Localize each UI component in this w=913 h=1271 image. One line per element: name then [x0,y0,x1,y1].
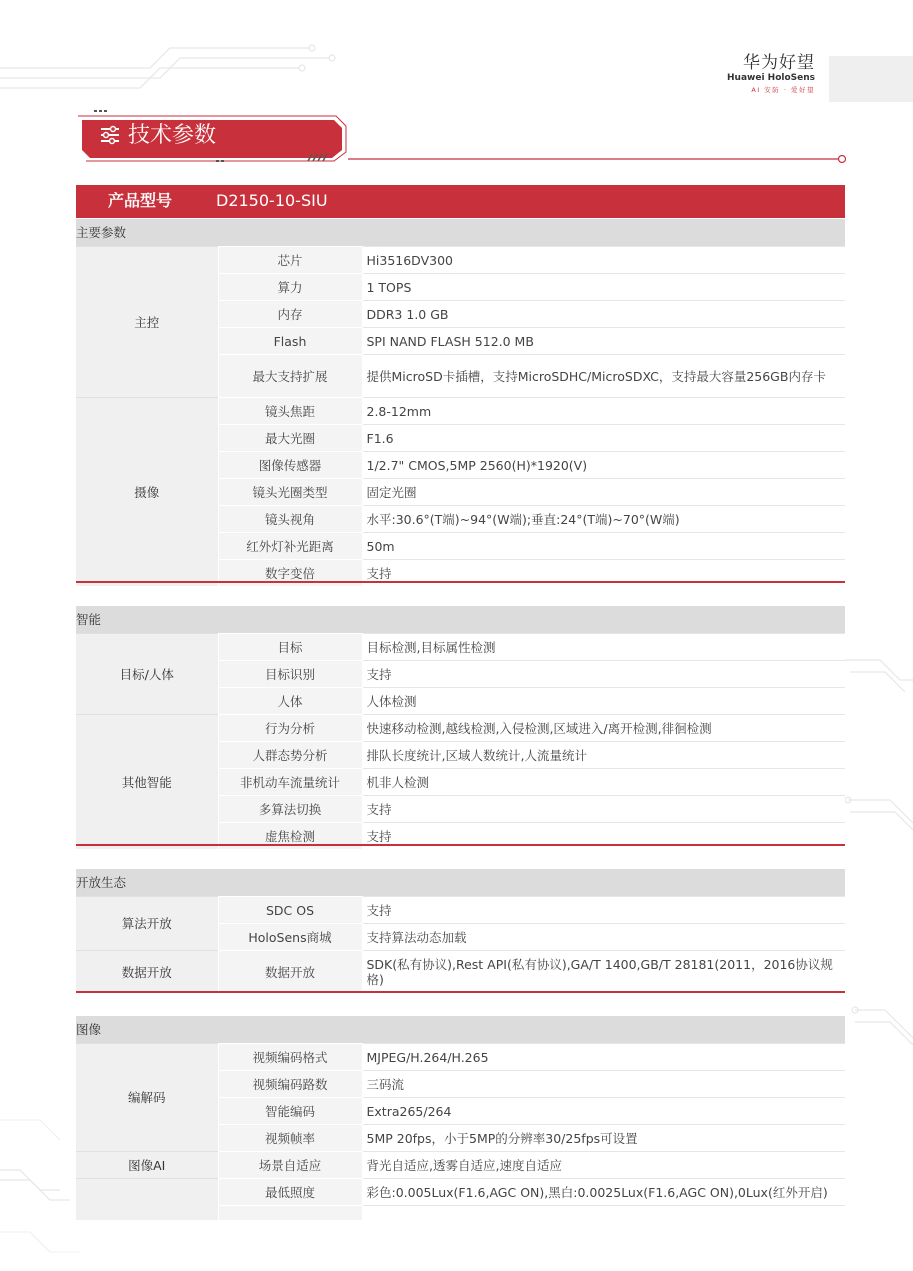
table-row [76,1179,845,1206]
param-value: 机非人检测 [362,769,845,796]
model-label: 产品型号 [108,191,173,210]
param-name: 人体 [218,688,362,715]
category-cell: 算法开放 [76,897,218,951]
brand-logo [727,54,815,96]
param-name: 目标 [218,634,362,661]
param-value: SPI NAND FLASH 512.0 MB [362,328,845,355]
brand-slogan: AI 安防 · 爱好望 [751,86,815,94]
brand-side-bar [829,56,913,102]
category-cell [76,1179,218,1221]
table-row [76,951,845,994]
group-title: 主要参数 [76,219,845,247]
param-name: 数字变倍 [218,560,362,587]
param-name: 镜头焦距 [218,398,362,425]
param-value-partial [362,1206,845,1221]
param-name: 图像传感器 [218,452,362,479]
param-name: 算力 [218,274,362,301]
brand-name-cn: 华为好望 [743,53,815,73]
param-value: 背光自适应,透雾自适应,速度自适应 [362,1152,845,1179]
group-title: 智能 [76,606,845,634]
param-name: 镜头光圈类型 [218,479,362,506]
table-row [76,634,845,661]
brand-name-en: Huawei HoloSens [727,73,815,83]
title-underline [348,155,848,165]
param-value: 支持算法动态加载 [362,924,845,951]
param-value: 支持 [362,661,845,688]
table-divider [76,844,845,846]
param-name: 芯片 [218,247,362,274]
param-name: 内存 [218,301,362,328]
category-cell: 目标/人体 [76,634,218,715]
table-divider [76,991,845,993]
param-name: 行为分析 [218,715,362,742]
group-title: 开放生态 [76,869,845,897]
param-name: Flash [218,328,362,355]
group-header [76,1016,845,1044]
param-value: 支持 [362,796,845,823]
category-cell: 图像AI [76,1152,218,1179]
param-name: 多算法切换 [218,796,362,823]
param-value: 支持 [362,560,845,587]
param-value: Hi3516DV300 [362,247,845,274]
param-value: 5MP 20fps，小于5MP的分辨率30/25fps可设置 [362,1125,845,1152]
param-name: 最大光圈 [218,425,362,452]
param-value: 三码流 [362,1071,845,1098]
param-value: F1.6 [362,425,845,452]
section-title: 技术参数 [128,123,217,148]
param-name: HoloSens商城 [218,924,362,951]
param-value: 彩色:0.005Lux(F1.6,AGC ON),黑白:0.0025Lux(F1.6,AGC ON),0Lux(红外开启) [362,1179,845,1206]
category-cell: 数据开放 [76,951,218,994]
param-value: 固定光圈 [362,479,845,506]
param-value: 水平:30.6°(T端)~94°(W端);垂直:24°(T端)~70°(W端) [362,506,845,533]
param-name: 非机动车流量统计 [218,769,362,796]
category-cell: 其他智能 [76,715,218,850]
param-value: 2.8-12mm [362,398,845,425]
table-row [76,897,845,924]
param-name: SDC OS [218,897,362,924]
param-value: 排队长度统计,区域人数统计,人流量统计 [362,742,845,769]
param-name: 镜头视角 [218,506,362,533]
param-name: 视频编码路数 [218,1071,362,1098]
param-name: 人群态势分析 [218,742,362,769]
group-header [76,606,845,634]
param-name: 目标识别 [218,661,362,688]
param-value: DDR3 1.0 GB [362,301,845,328]
settings-sliders-icon [100,125,120,145]
group-header [76,869,845,897]
spec-table-main [76,219,845,586]
table-row [76,247,845,274]
param-value: 支持 [362,897,845,924]
spec-table-ai [76,606,845,849]
param-name: 最低照度 [218,1179,362,1206]
param-value: 1 TOPS [362,274,845,301]
param-name: 场景自适应 [218,1152,362,1179]
param-name: 数据开放 [218,951,362,994]
param-name-partial [218,1206,362,1221]
table-row [76,1044,845,1071]
model-bar [76,185,845,218]
param-value: 50m [362,533,845,560]
param-value: 快速移动检测,越线检测,入侵检测,区域进入/离开检测,徘徊检测 [362,715,845,742]
spec-table-image [76,1016,845,1220]
table-row [76,1152,845,1179]
category-cell: 编解码 [76,1044,218,1152]
param-name: 最大支持扩展 [218,355,362,398]
param-value: 人体检测 [362,688,845,715]
model-value: D2150-10-SIU [216,191,328,210]
param-name: 视频编码格式 [218,1044,362,1071]
table-divider [76,581,845,583]
group-header [76,219,845,247]
category-cell: 主控 [76,247,218,398]
table-row [76,398,845,425]
param-value: 提供MicroSD卡插槽，支持MicroSDHC/MicroSDXC，支持最大容量256GB内存卡 [362,355,845,398]
param-value: SDK(私有协议),Rest API(私有协议),GA/T 1400,GB/T 28181(2011，2016协议规格) [362,951,845,994]
param-value: 1/2.7" CMOS,5MP 2560(H)*1920(V) [362,452,845,479]
param-value: 支持 [362,823,845,850]
param-value: Extra265/264 [362,1098,845,1125]
group-title: 图像 [76,1016,845,1044]
category-cell: 摄像 [76,398,218,587]
param-name: 红外灯补光距离 [218,533,362,560]
param-name: 虚焦检测 [218,823,362,850]
param-name: 视频帧率 [218,1125,362,1152]
param-value: 目标检测,目标属性检测 [362,634,845,661]
spec-table-eco [76,869,845,993]
param-value: MJPEG/H.264/H.265 [362,1044,845,1071]
table-row [76,715,845,742]
param-name: 智能编码 [218,1098,362,1125]
